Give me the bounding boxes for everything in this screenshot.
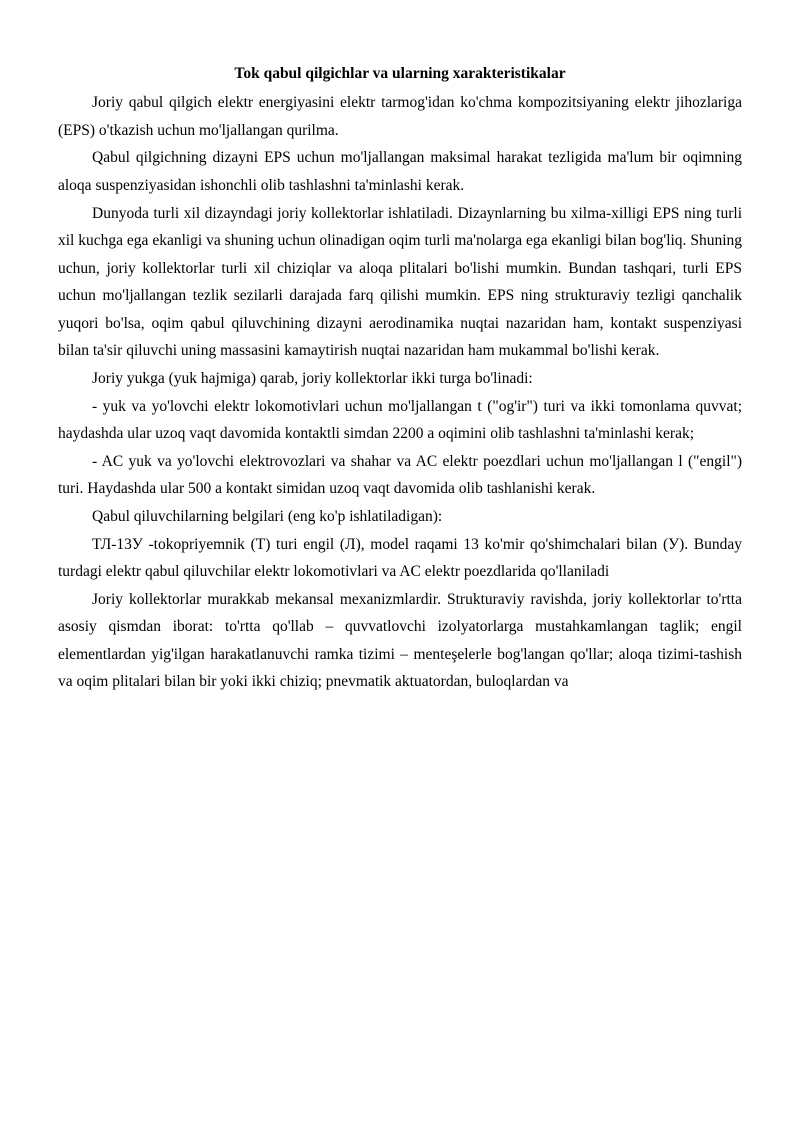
paragraph-7: Qabul qiluvchilarning belgilari (eng ko'p ishlatiladigan):	[92, 507, 443, 525]
paragraph-3: Dunyoda turli xil dizayndagi joriy kollektorlar ishlatiladi. Dizaynlarning bu xilma-xilligi EPS ning turli xil kuchga ega ekanligi va shuning uchun olinadigan oqim turli ma'nolarga ega ekanligi bilan bog'liq. Shuning uchun, joriy kollektorlar turli xil chiziqlar va aloqa plitalari bo'lishi mumkin. Bundan tashqari, turli EPS uchun mo'ljallangan tezlik sezilarli darajada farq qilishi mumkin. EPS ning strukturaviy tezligi qanchalik yuqori bo'lsa, oqim qabul qiluvchining dizayni aerodinamika nuqtai nazaridan ham, kontakt suspenziyasi bilan ta'sir qiluvchi uning massasini kamaytirish nuqtai nazaridan ham mukammal bo'lishi kerak.	[58, 204, 742, 360]
page-title: Tok qabul qilgichlar va ularning xarakteristikalar	[234, 65, 566, 82]
paragraph-5-list-item-heavy: - yuk va yo'lovchi elektr lokomotivlari uchun mo'ljallangan t ("og'ir") turi va ikki tomonlama quvvat; haydashda ular uzoq vaqt davomida kontaktli simdan 2200 a oqimini olib tashlashni ta'minlashi kerak;	[58, 397, 742, 443]
paragraph-8: ТЛ-13У -tokopriyemnik (Т) turi engil (Л), model raqami 13 ko'mir qo'shimchalari bilan (У). Bunday turdagi elektr qabul qiluvchilar elektr lokomotivlari va AC elektr poezdlarida qo'llaniladi	[58, 535, 742, 581]
paragraph-6-list-item-light: - AC yuk va yo'lovchi elektrovozlari va shahar va AC elektr poezdlari uchun mo'ljallangan l ("engil") turi. Haydashda ular 500 a kontakt simidan uzoq vaqt davomida olib tashlanishi kerak.	[58, 452, 742, 498]
paragraph-4: Joriy yukga (yuk hajmiga) qarab, joriy kollektorlar ikki turga bo'linadi:	[92, 370, 533, 388]
paragraph-1: Joriy qabul qilgich elektr energiyasini elektr tarmog'idan ko'chma kompozitsiyaning elektr jihozlariga (EPS) o'tkazish uchun mo'ljallangan qurilma.	[58, 94, 742, 139]
paragraph-2: Qabul qilgichning dizayni EPS uchun mo'ljallangan maksimal harakat tezligida ma'lum bir oqimning aloqa suspenziyasidan ishonchli olib tashlashni ta'minlashi kerak.	[58, 149, 742, 194]
paragraph-9: Joriy kollektorlar murakkab mekansal mexanizmlardir. Strukturaviy ravishda, joriy kollektorlar to'rtta asosiy qismdan iborat: to'rtta qo'llab – quvvatlovchi izolyatorlarga mustahkamlangan taglik; engil elementlardan yig'ilgan harakatlanuvchi ramka tizimi – menteşelerle bog'langan qo'llar; aloqa tizimi-tashish va oqim plitalari bilan bir yoki ikki chiziq; pnevmatik aktuatordan, buloqlardan va	[58, 590, 742, 691]
